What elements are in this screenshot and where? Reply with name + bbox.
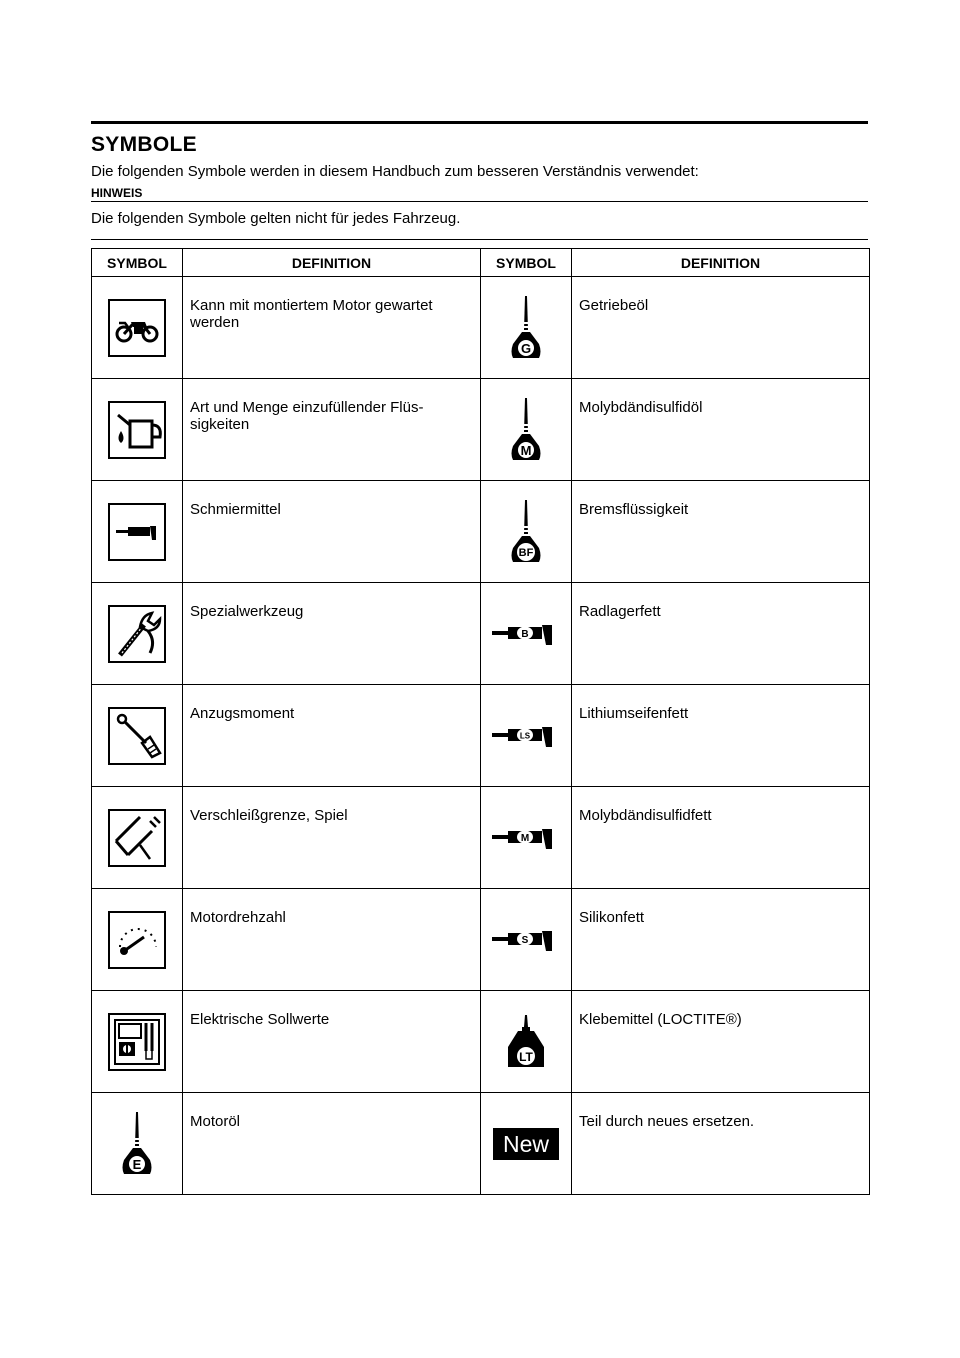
symbol-cell (92, 481, 183, 583)
oil-can-icon (117, 1110, 157, 1178)
table-row (92, 1093, 870, 1195)
definition-cell: Silikonfett (572, 889, 870, 991)
symbol-cell (481, 787, 572, 889)
symbol-cell (92, 685, 183, 787)
table-row (92, 889, 870, 991)
symbol-cell (481, 1093, 572, 1195)
symbol-cell (92, 787, 183, 889)
symbol-letter: BF (518, 546, 534, 559)
grease-gun-icon (490, 821, 562, 855)
symbol-letter: M (520, 832, 530, 844)
header-definition-right: DEFINITION (572, 249, 870, 277)
multimeter-icon (108, 1013, 166, 1071)
header-definition-left: DEFINITION (183, 249, 481, 277)
grease-gun-icon (490, 719, 562, 753)
symbol-letter: M (520, 442, 532, 458)
table-row (92, 379, 870, 481)
definition-cell: Klebemittel (LOCTITE®) (572, 991, 870, 1093)
table-row (92, 583, 870, 685)
note-text: Die folgenden Symbole gelten nicht für jedes Fahrzeug. (91, 210, 461, 227)
symbol-cell (481, 583, 572, 685)
symbol-cell (92, 1093, 183, 1195)
symbol-cell (92, 583, 183, 685)
symbol-letter: G (520, 340, 532, 356)
symbol-letter: LS (519, 731, 531, 740)
table-row (92, 685, 870, 787)
symbol-letter: E (132, 1156, 142, 1172)
page-title: SYMBOLE (91, 133, 197, 156)
tachometer-icon (108, 911, 166, 969)
definition-cell: Schmiermittel (183, 481, 481, 583)
symbol-letter: B (521, 628, 529, 640)
caliper-icon (108, 809, 166, 867)
grease-gun-icon (490, 617, 562, 651)
oil-can-icon (506, 498, 546, 566)
symbol-cell (481, 685, 572, 787)
symbol-table (91, 248, 870, 1195)
definition-cell: Motoröl (183, 1093, 481, 1195)
grease-gun-icon (490, 923, 562, 957)
new-part-badge: New (493, 1128, 559, 1160)
symbol-cell (481, 991, 572, 1093)
symbol-cell (92, 379, 183, 481)
intro-text: Die folgenden Symbole werden in diesem Handbuch zum besseren Verständnis verwendet: (91, 163, 699, 180)
definition-cell: Anzugsmoment (183, 685, 481, 787)
header-symbol-left: SYMBOL (92, 249, 183, 277)
symbol-cell (481, 277, 572, 379)
symbol-cell (481, 889, 572, 991)
definition-cell: Teil durch neues ersetzen. (572, 1093, 870, 1195)
symbol-cell (481, 379, 572, 481)
hinweis-label: HINWEIS (91, 186, 147, 200)
table-row (92, 277, 870, 379)
motorcycle-icon (108, 299, 166, 357)
table-row (92, 787, 870, 889)
symbol-letter: LT (519, 1049, 533, 1064)
hinweis-heading (91, 186, 868, 204)
hinweis-rule (91, 201, 868, 202)
definition-cell: Kann mit montiertem Motor gewartet werden (183, 277, 481, 379)
definition-cell: Bremsflüssigkeit (572, 481, 870, 583)
symbol-cell (481, 481, 572, 583)
symbol-cell (92, 991, 183, 1093)
definition-cell: Verschleißgrenze, Spiel (183, 787, 481, 889)
definition-cell: Getriebeöl (572, 277, 870, 379)
grease-gun-icon (108, 503, 166, 561)
table-row (92, 481, 870, 583)
definition-cell: Spezialwerkzeug (183, 583, 481, 685)
note-rule (91, 239, 868, 240)
definition-cell: Radlagerfett (572, 583, 870, 685)
definition-cell: Motordrehzahl (183, 889, 481, 991)
oil-can-icon (506, 294, 546, 362)
definition-cell: Elektrische Sollwerte (183, 991, 481, 1093)
definition-cell: Molybdändisulfidfett (572, 787, 870, 889)
definition-cell: Lithiumseifenfett (572, 685, 870, 787)
header-symbol-right: SYMBOL (481, 249, 572, 277)
definition-cell: Molybdändisulfidöl (572, 379, 870, 481)
symbol-cell (92, 889, 183, 991)
top-rule (91, 121, 868, 124)
definition-cell: Art und Menge einzufüllender Flüs-sigkeiten (183, 379, 481, 481)
special-tool-icon (108, 605, 166, 663)
watering-can-icon (108, 401, 166, 459)
symbol-letter: S (521, 934, 529, 946)
oil-can-icon (506, 396, 546, 464)
table-row (92, 991, 870, 1093)
torque-wrench-icon (108, 707, 166, 765)
adhesive-bottle-icon (504, 1013, 548, 1071)
table-header-row (92, 249, 870, 277)
symbol-cell (92, 277, 183, 379)
